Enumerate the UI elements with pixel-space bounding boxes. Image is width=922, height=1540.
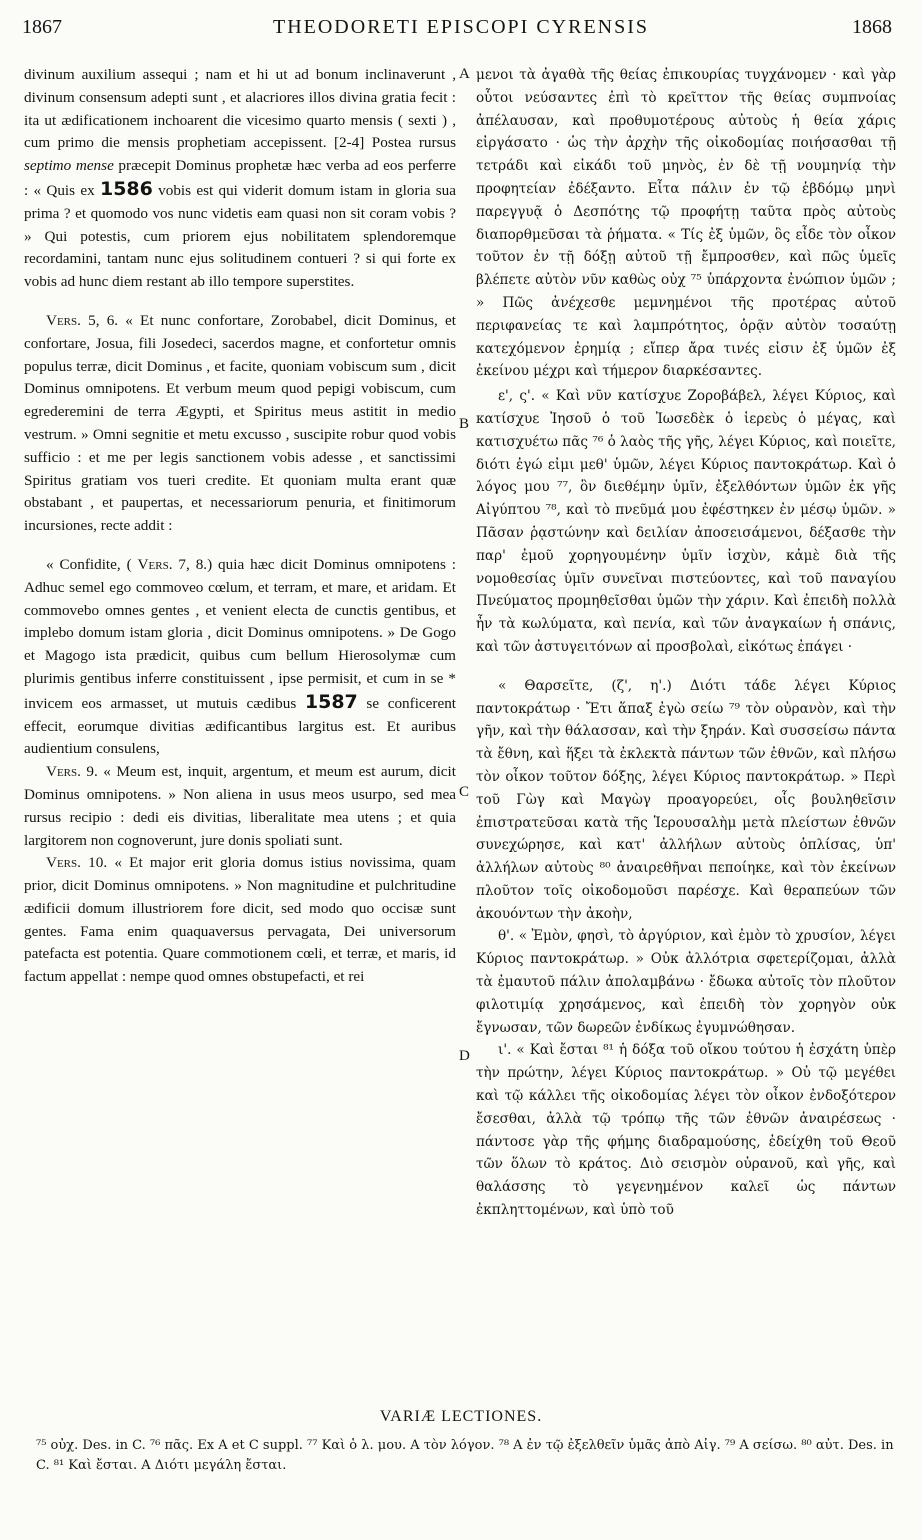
latin-paragraph-4: Vers. 9. « Meum est, inquit, argentum, et meum est aurum, dicit Dominus omnipotens. » Non aliena in usus meos usurpo, sed mea rursus recipio : dedi eis divitias, liberalitate mea utens ; et quia largitorem non cognoverunt, jure donis spoliati sunt. xyxy=(24,763,456,849)
margin-letter-b: B xyxy=(459,416,470,432)
greek-paragraph-4: θ'. « Ἐμὸν, φησὶ, τὸ ἀργύριον, καὶ ἐμὸν τὸ χρυσίον, λέγει Κύριος παντοκράτωρ. » Οὐκ ἀλλότρια σφετερίζομαι, ἀλλὰ τὰ ἐμαυτοῦ πάλιν ἀπολαμβάνω · ἔδωκα αὐτοῖς τὸν πλοῦτον φιλοτιμίᾳ χρησάμενος, καὶ ἐπειδὴ τὸν χορηγὸν οὐκ ἔγνωσαν, τῶν δωρεῶν ἐνδίκως ἐγυμνώθησαν. xyxy=(476,928,896,1036)
variae-lectiones-heading: VARIÆ LECTIONES. xyxy=(379,1408,543,1425)
latin-paragraph-5: Vers. 10. « Et major erit gloria domus istius novissima, quam prior, dicit Dominus omnipotens. » Non magnitudine et pulchritudine ædificii domum illustriorem fore dicit, sed modo quo occisæ sunt gentes. Fama enim quaquaversus pervagata, Dei universorum patefacta est potentia. Quare commotionem cœli, et terræ, et maris, id factum appellat : nempe quod omnes obstupefacti, et rei xyxy=(24,854,456,986)
margin-letter-d: D xyxy=(459,1048,470,1064)
running-header xyxy=(0,6,922,40)
page-number-right: 1868 xyxy=(852,16,892,38)
greek-paragraph-5: ι'. « Καὶ ἔσται ⁸¹ ἡ δόξα τοῦ οἴκου τούτου ἡ ἐσχάτη ὑπὲρ τὴν πρώτην, λέγει Κύριος παντοκράτωρ. » Οὐ τῷ μεγέθει καὶ τῷ κάλλει τῆς οἰκοδομίας λέγει τὸν οἶκον ἐνδοξότερον ἔσεσθαι, ἀλλὰ τῷ τρόπῳ τῆς τῶν ἐθνῶν ἀναιρέσεως · πάντοσε γὰρ τῆς φήμης διαδραμούσης, ἐδείχθη τοῦ Θεοῦ τῶν ὅλων τὸ κράτος. Διὸ σεισμὸν οὐρανοῦ, καὶ γῆς, καὶ θαλάσσης τὸ γεγενημένον καλεῖ ὡς πάντων ἐκπληττομένων, καὶ ὑπὸ τοῦ xyxy=(476,1042,896,1219)
column-number-1587: 1587 xyxy=(304,690,358,713)
margin-letter-c: C xyxy=(459,784,470,800)
latin-paragraph-1: divinum auxilium assequi ; nam et hi ut ad bonum inclinaverunt , divinum consensum adepti sunt , et alacriores illos divina gratia fecit : ita ut ædificationem inchoarent die vicesimo quarto mensis ( sexti ) , cum primo die mensis prophetiam accepissent. [2-4] Postea rursus septimo mense præcepit Dominus prophetæ hæc verba ad eos perferre : « Quis ex 1586 vobis est qui viderit domum istam in gloria sua prima ? et quomodo vos nunc videtis eam quasi non sit coram vobis ? » Qui potestis, cum priorem ejus nobilitatem splendoremque recordamini, tantam nunc ejus solitudinem contueri ? si qui forte ex vobis ad hunc diem restant ab illo tempore superstites. xyxy=(24,66,456,291)
running-title: THEODORETI EPISCOPI CYRENSIS xyxy=(272,16,650,38)
latin-paragraph-3: « Confidite, ( Vers. 7, 8.) quia hæc dicit Dominus omnipotens : Adhuc semel ego commoveo cœlum, et terram, et mare, et aridam. Et commovebo omnes gentes , et venient electa de cunctis gentibus, et implebo domum istam gloria , dicit Dominus omnipotens. » De Gogo et Magogo ista prædicit, quibus cum bellum Hierosolymæ cum plurimis gentibus inferre constituissent , ipse permisit, et cum in se * invicem eos armasset, ut mutuis cædibus 1587 se conficerent effecit, eorumque divitias ædificantibus largitus est. Et auribus audientium consulens, xyxy=(24,555,457,758)
greek-paragraph-2: ε', ς'. « Καὶ νῦν κατίσχυε Ζοροβάβελ, λέγει Κύριος, καὶ κατίσχυε Ἰησοῦ ὁ τοῦ Ἰωσεδὲκ ὁ ἱερεὺς ὁ μέγας, καὶ κατισχυέτω πᾶς ⁷⁶ ὁ λαὸς τῆς γῆς, λέγει Κύριος, καὶ ποιεῖτε, διότι ἐγώ εἰμι μεθ' ὑμῶν, λέγει Κύριος παντοκράτωρ. Καὶ ὁ λόγος μου ⁷⁷, ὃν διεθέμην ὑμῖν, ἐξελθόντων ὑμῶν ἐκ γῆς Αἰγύπτου ⁷⁸, καὶ τὸ πνεῦμά μου ἐφέστηκεν ἐν μέσῳ ὑμῶν. » Πᾶσαν ῥᾳστώνην καὶ δειλίαν ἀποσεισάμενοι, δέξασθε τὴν παρ' ἐμοῦ χορηγουμένην ὑμῖν ἰσχὺν, κἀμὲ διὰ τῆς νομοθεσίας ὑμῖν συνεῖναι πιστεύοντες, καὶ τοῦ παναγίου Πνεύματος προμηθεῖσθαι ὑμῶν τὴν χάριν. Καὶ ἐπειδὴ πολλὰ ἦν τὰ κωλύματα, καὶ πενία, καὶ τῶν ἀναγκαίων ἡ σπάνις, καὶ τῶν ἀστυγειτόνων αἱ προσβολαὶ, εἰκότως ἐπάγει · xyxy=(476,388,896,655)
margin-letter-a: A xyxy=(459,66,470,82)
latin-paragraph-2: Vers. 5, 6. « Et nunc confortare, Zorobabel, dicit Dominus, et confortare, Josua, fili Josedeci, sacerdos magne, et confortetur omnis populus terræ, dicit Dominus , et facite, quoniam vobiscum sum , dicit Dominus omnipotens. Et verbum meum quod pepigi vobiscum, cum egrederemini de terra Ægypti, et Spiritus meus astitit in medio vestrum. » Omni segnitie et metu excusso , suscipite robur quod vobis sufficio : et me per legis sanctionem vobis adesse , et sanctissimi Spiritus gratiam vos tueri credite. Et quoniam multa erant quæ obstabant , et paupertas, et necessariorum penuria, et finitimorum incursiones, recte addit : xyxy=(24,311,456,535)
greek-paragraph-1: μενοι τὰ ἀγαθὰ τῆς θείας ἐπικουρίας τυγχάνομεν · καὶ γὰρ οὗτοι νεύσαντες ἐπὶ τὸ κρεῖττον τῆς θείας συμπνοίας ἀπέλαυσαν, καὶ προθυμοτέρους αὐτοὺς ἡ θεία χάρις εἰργάσατο · ὡς τὴν ἀρχὴν τῆς οἰκοδομίας ποιήσασθαι τῇ τετράδι καὶ εἰκάδι τοῦ μηνὸς, ἐν δὲ τῇ νουμηνίᾳ τὴν προφητείαν ἐδέξαντο. Εἶτα πάλιν ἐν τῷ ἑβδόμῳ μηνὶ παρεγγυᾷ ὁ Δεσπότης τῷ προφήτῃ ταῦτα πρὸς αὐτοὺς διαπορθμεῦσαι τὰ ῥήματα. « Τίς ἐξ ὑμῶν, ὃς εἶδε τὸν οἶκον τοῦτον ἐν τῇ δόξῃ αὐτοῦ τῇ ἔμπροσθεν, καὶ πῶς ὑμεῖς βλέπετε αὐτὸν νῦν καθὼς οὐχ ⁷⁵ ὑπάρχοντα ἐνώπιον ὑμῶν ; » Πῶς ἀνέχεσθε μεμνημένοι τῆς προτέρας αὐτοῦ περιφανείας τε καὶ λαμπρότητος, ὁρᾷν αὐτὸν τοσαύτῃ κατεχόμενον ἐρημίᾳ ; εἴπερ ἄρα τινές εἰσιν ἐξ ὑμῶν ἐξ ἐκείνου μέχρι καὶ τήμερον διαρκέσαντες. xyxy=(476,67,896,380)
greek-column xyxy=(476,64,896,1222)
page-number-left: 1867 xyxy=(22,16,62,38)
greek-paragraph-3: « Θαρσεῖτε, (ζ', η'.) Διότι τάδε λέγει Κύριος παντοκράτωρ · Ἔτι ἅπαξ ἐγὼ σείω ⁷⁹ τὸν οὐρανὸν, καὶ τὴν γῆν, καὶ τὴν θάλασσαν, καὶ τὴν ξηράν. Καὶ συσσείσω πάντα τὰ ἔθνη, καὶ ἥξει τὰ ἐκλεκτὰ πάντων τῶν ἐθνῶν, καὶ πλήσω τὸν οἶκον τοῦτον δόξης, λέγει Κύριος παντοκράτωρ. » Περὶ τοῦ Γὼγ καὶ Μαγὼγ προαγορεύει, οἷς βουληθεῖσιν ἐπιστρατεῦσαι κατὰ τῆς Ἱερουσαλὴμ μετὰ πλείστων ἐθνῶν συνεχώρησε, καὶ κατ' ἀλλήλων αὐτοὺς ὁπλίσας, ὑπ' ἀλλήλων αὐτοὺς ⁸⁰ ἀναιρεθῆναι πεποίηκε, καὶ τὸν ἐκείνων πλοῦτον τοῖς οἰκοδομοῦσι παρέσχε. Καὶ θεραπεύων τῶν ἀκουόντων τὴν ἀκοὴν, xyxy=(476,677,896,922)
latin-column xyxy=(24,64,456,989)
variae-lectiones-notes: ⁷⁵ οὐχ. Des. in C. ⁷⁶ πᾶς. Ex A et C suppl. ⁷⁷ Καὶ ὁ λ. μου. A τὸν λόγον. ⁷⁸ A ἐν τῷ ἐξελθεῖν ὑμᾶς ἀπὸ Αἰγ. ⁷⁹ A σείσω. ⁸⁰ αὐτ. Des. in C. ⁸¹ Καὶ ἔσται. A Διότι μεγάλη ἔσται. xyxy=(36,1438,894,1473)
column-number-1586: 1586 xyxy=(99,177,153,200)
